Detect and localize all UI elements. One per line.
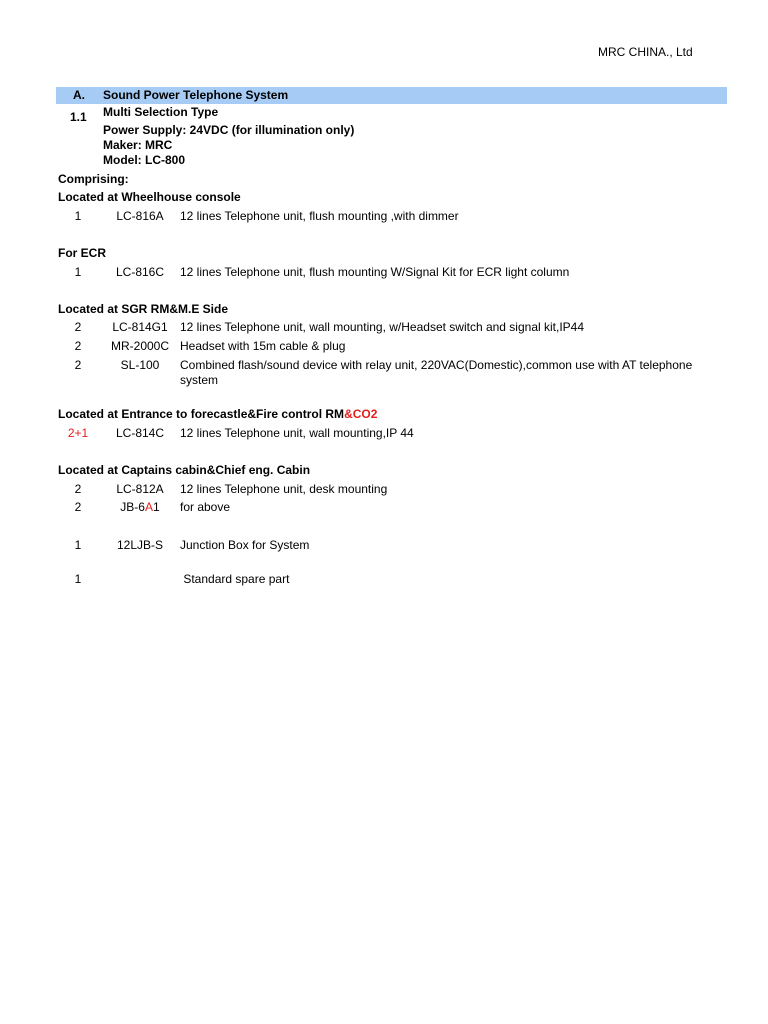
item-qty: 1	[74, 572, 82, 586]
item-description: for above	[180, 500, 231, 514]
item-number: 1.1	[70, 110, 87, 124]
section-title: Sound Power Telephone System	[103, 88, 289, 102]
item-description: 12 lines Telephone unit, flush mounting W/Signal Kit for ECR light column	[180, 265, 570, 279]
item-qty: 2	[74, 339, 82, 353]
item-qty: 2	[74, 500, 82, 514]
item-model-part: 1	[153, 500, 160, 514]
item-model: 12LJB-S	[116, 538, 164, 552]
item-qty: 2+1	[67, 426, 89, 440]
item-model-part: JB-6	[120, 500, 145, 514]
item-model: LC-814C	[115, 426, 165, 440]
item-model-red-part: A	[144, 500, 153, 514]
item-description: 12 lines Telephone unit, flush mounting ,with dimmer	[180, 209, 459, 223]
item-description: Headset with 15m cable & plug	[180, 339, 346, 353]
item-qty: 2	[74, 358, 82, 372]
item-model: LC-816A	[116, 209, 164, 223]
group-heading: Located at Captains cabin&Chief eng. Cabin	[58, 463, 311, 477]
section-letter: A.	[73, 88, 85, 102]
company-name: MRC CHINA., Ltd	[598, 45, 693, 59]
group-heading	[58, 407, 377, 421]
item-description: 12 lines Telephone unit, desk mounting	[180, 482, 388, 496]
comprising-label: Comprising:	[58, 172, 129, 186]
group-heading: Located at Wheelhouse console	[58, 190, 241, 204]
item-model: LC-814G1	[112, 320, 168, 334]
item-description: Junction Box for System	[180, 538, 310, 552]
group-heading: Located at SGR RM&M.E Side	[58, 302, 229, 316]
item-qty: 1	[74, 265, 82, 279]
item-model: LC-812A	[116, 482, 164, 496]
item-qty: 2	[74, 320, 82, 334]
spec-power-supply: Power Supply: 24VDC (for illumination only)	[103, 123, 355, 137]
item-qty: 1	[74, 538, 82, 552]
group-heading-text: Located at Entrance to forecastle&Fire control RM	[58, 407, 345, 421]
item-description: Combined flash/sound device with relay unit, 220VAC(Domestic),common use with AT telephone system	[180, 358, 693, 387]
item-model: MR-2000C	[110, 339, 170, 353]
item-qty: 1	[74, 209, 82, 223]
item-model: SL-100	[120, 358, 160, 372]
item-description: Standard spare part	[180, 572, 290, 586]
spec-maker: Maker: MRC	[103, 138, 173, 152]
group-heading-red-suffix: &CO2	[344, 407, 378, 421]
item-description: 12 lines Telephone unit, wall mounting, w/Headset switch and signal kit,IP44	[180, 320, 585, 334]
spec-model: Model: LC-800	[103, 153, 186, 167]
spec-type: Multi Selection Type	[103, 105, 219, 119]
item-qty: 2	[74, 482, 82, 496]
item-description: 12 lines Telephone unit, wall mounting,IP 44	[180, 426, 414, 440]
item-model	[100, 500, 180, 514]
group-heading: For ECR	[58, 246, 106, 260]
item-model: LC-816C	[115, 265, 165, 279]
